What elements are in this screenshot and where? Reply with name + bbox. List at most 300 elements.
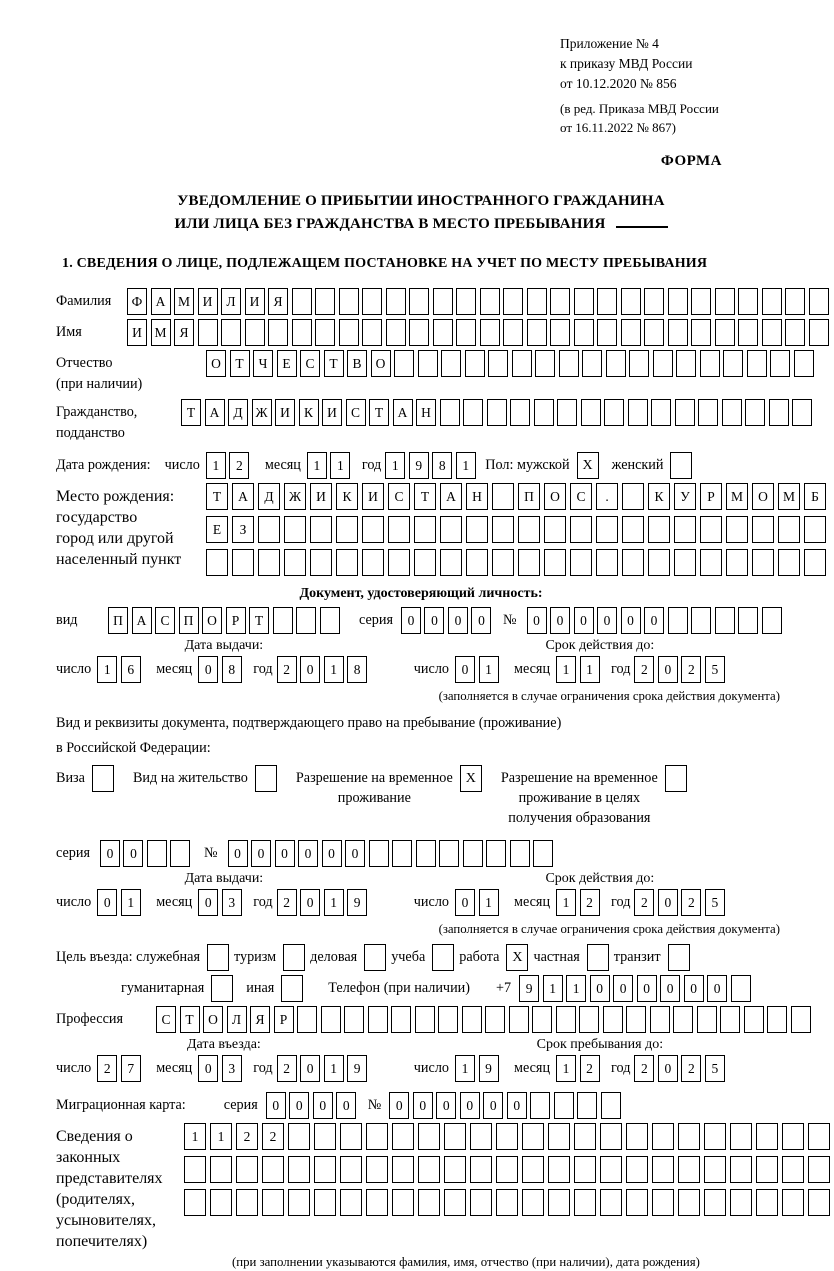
char-box[interactable]: Ф [127, 288, 147, 315]
char-box[interactable] [808, 1156, 830, 1183]
char-box[interactable] [232, 549, 254, 576]
char-box[interactable] [785, 288, 805, 315]
char-box[interactable]: А [232, 483, 254, 510]
temp-residence-edu-checkbox[interactable] [665, 765, 687, 792]
char-box[interactable] [622, 516, 644, 543]
char-box[interactable] [527, 319, 547, 346]
char-box[interactable] [644, 288, 664, 315]
char-box[interactable]: 1 [324, 889, 344, 916]
char-box[interactable]: 0 [275, 840, 295, 867]
char-box[interactable]: Ж [284, 483, 306, 510]
char-box[interactable] [782, 1123, 804, 1150]
char-box[interactable] [386, 288, 406, 315]
char-box[interactable] [485, 1006, 505, 1033]
purpose-work-checkbox[interactable]: X [506, 944, 528, 971]
char-box[interactable] [262, 1189, 284, 1216]
char-box[interactable] [386, 319, 406, 346]
char-box[interactable]: 0 [336, 1092, 356, 1119]
char-box[interactable] [315, 288, 335, 315]
char-box[interactable]: Р [226, 607, 246, 634]
char-box[interactable] [532, 1006, 552, 1033]
char-box[interactable] [596, 516, 618, 543]
char-box[interactable] [600, 1123, 622, 1150]
char-box[interactable]: 0 [345, 840, 365, 867]
char-box[interactable] [704, 1156, 726, 1183]
char-box[interactable] [691, 288, 711, 315]
char-box[interactable]: 0 [298, 840, 318, 867]
char-box[interactable] [574, 1156, 596, 1183]
char-box[interactable] [366, 1189, 388, 1216]
char-box[interactable] [456, 288, 476, 315]
char-box[interactable] [462, 1006, 482, 1033]
char-box[interactable] [221, 319, 241, 346]
char-box[interactable] [691, 319, 711, 346]
char-box[interactable] [804, 549, 826, 576]
char-box[interactable]: 3 [222, 1055, 242, 1082]
purpose-private-checkbox[interactable] [587, 944, 609, 971]
char-box[interactable]: 0 [574, 607, 594, 634]
char-box[interactable]: 0 [123, 840, 143, 867]
char-box[interactable] [288, 1156, 310, 1183]
char-box[interactable]: П [518, 483, 540, 510]
char-box[interactable] [366, 1123, 388, 1150]
char-box[interactable]: И [322, 399, 342, 426]
char-box[interactable] [210, 1189, 232, 1216]
char-box[interactable] [339, 319, 359, 346]
char-box[interactable]: 0 [300, 656, 320, 683]
char-box[interactable] [415, 1006, 435, 1033]
char-box[interactable]: 1 [330, 452, 350, 479]
char-box[interactable] [518, 516, 540, 543]
char-box[interactable] [512, 350, 532, 377]
char-box[interactable] [492, 516, 514, 543]
char-box[interactable]: 0 [471, 607, 491, 634]
char-box[interactable]: А [132, 607, 152, 634]
char-box[interactable]: А [440, 483, 462, 510]
char-box[interactable] [756, 1156, 778, 1183]
char-box[interactable] [698, 399, 718, 426]
char-box[interactable]: 5 [705, 1055, 725, 1082]
char-box[interactable]: 1 [556, 889, 576, 916]
char-box[interactable] [652, 1156, 674, 1183]
char-box[interactable]: Я [174, 319, 194, 346]
char-box[interactable]: 0 [658, 889, 678, 916]
char-box[interactable] [550, 288, 570, 315]
char-box[interactable] [444, 1123, 466, 1150]
char-box[interactable]: Т [180, 1006, 200, 1033]
char-box[interactable] [738, 319, 758, 346]
char-box[interactable]: 0 [424, 607, 444, 634]
char-box[interactable] [369, 840, 389, 867]
char-box[interactable] [574, 319, 594, 346]
char-box[interactable]: И [275, 399, 295, 426]
char-box[interactable]: 0 [483, 1092, 503, 1119]
char-box[interactable] [534, 399, 554, 426]
char-box[interactable]: 0 [413, 1092, 433, 1119]
char-box[interactable] [738, 288, 758, 315]
char-box[interactable] [170, 840, 190, 867]
char-box[interactable]: 0 [658, 656, 678, 683]
char-box[interactable] [730, 1156, 752, 1183]
char-box[interactable] [782, 1189, 804, 1216]
char-box[interactable] [762, 288, 782, 315]
char-box[interactable] [530, 1092, 550, 1119]
char-box[interactable]: 0 [455, 889, 475, 916]
char-box[interactable] [444, 1189, 466, 1216]
char-box[interactable]: П [108, 607, 128, 634]
char-box[interactable] [778, 516, 800, 543]
char-box[interactable]: М [726, 483, 748, 510]
char-box[interactable] [522, 1123, 544, 1150]
char-box[interactable] [366, 1156, 388, 1183]
char-box[interactable] [628, 399, 648, 426]
char-box[interactable] [533, 840, 553, 867]
char-box[interactable]: 1 [184, 1123, 206, 1150]
char-box[interactable] [273, 607, 293, 634]
char-box[interactable] [597, 319, 617, 346]
char-box[interactable] [752, 549, 774, 576]
char-box[interactable] [466, 516, 488, 543]
char-box[interactable] [596, 549, 618, 576]
char-box[interactable] [648, 516, 670, 543]
char-box[interactable] [674, 549, 696, 576]
char-box[interactable] [321, 1006, 341, 1033]
char-box[interactable]: В [347, 350, 367, 377]
char-box[interactable]: 0 [300, 1055, 320, 1082]
char-box[interactable] [503, 288, 523, 315]
char-box[interactable] [480, 288, 500, 315]
char-box[interactable] [785, 319, 805, 346]
char-box[interactable] [258, 549, 280, 576]
char-box[interactable] [809, 288, 829, 315]
char-box[interactable]: А [151, 288, 171, 315]
char-box[interactable] [184, 1189, 206, 1216]
char-box[interactable] [492, 483, 514, 510]
char-box[interactable]: И [245, 288, 265, 315]
purpose-study-checkbox[interactable] [432, 944, 454, 971]
char-box[interactable] [762, 319, 782, 346]
char-box[interactable]: 0 [100, 840, 120, 867]
char-box[interactable] [597, 288, 617, 315]
char-box[interactable] [675, 399, 695, 426]
char-box[interactable] [700, 516, 722, 543]
char-box[interactable] [756, 1189, 778, 1216]
char-box[interactable] [440, 549, 462, 576]
char-box[interactable]: 1 [210, 1123, 232, 1150]
char-box[interactable]: . [596, 483, 618, 510]
char-box[interactable]: 0 [448, 607, 468, 634]
char-box[interactable] [340, 1156, 362, 1183]
char-box[interactable] [738, 607, 758, 634]
char-box[interactable]: Т [181, 399, 201, 426]
char-box[interactable] [782, 1156, 804, 1183]
char-box[interactable] [756, 1123, 778, 1150]
char-box[interactable]: Ж [252, 399, 272, 426]
char-box[interactable]: Е [277, 350, 297, 377]
char-box[interactable] [297, 1006, 317, 1033]
char-box[interactable]: 1 [324, 656, 344, 683]
char-box[interactable]: 1 [307, 452, 327, 479]
char-box[interactable]: И [362, 483, 384, 510]
char-box[interactable] [730, 1123, 752, 1150]
char-box[interactable] [470, 1189, 492, 1216]
char-box[interactable]: Н [416, 399, 436, 426]
char-box[interactable] [292, 288, 312, 315]
char-box[interactable] [673, 1006, 693, 1033]
char-box[interactable] [715, 288, 735, 315]
char-box[interactable]: 2 [236, 1123, 258, 1150]
char-box[interactable]: 1 [479, 656, 499, 683]
char-box[interactable]: 0 [707, 975, 727, 1002]
char-box[interactable]: 0 [322, 840, 342, 867]
char-box[interactable] [574, 288, 594, 315]
char-box[interactable] [629, 350, 649, 377]
char-box[interactable]: 2 [262, 1123, 284, 1150]
char-box[interactable]: 0 [228, 840, 248, 867]
char-box[interactable] [691, 607, 711, 634]
char-box[interactable] [418, 1189, 440, 1216]
char-box[interactable]: О [203, 1006, 223, 1033]
char-box[interactable] [336, 549, 358, 576]
char-box[interactable]: 8 [347, 656, 367, 683]
char-box[interactable]: 0 [198, 1055, 218, 1082]
char-box[interactable]: Л [227, 1006, 247, 1033]
char-box[interactable] [556, 1006, 576, 1033]
char-box[interactable] [518, 549, 540, 576]
char-box[interactable]: С [346, 399, 366, 426]
char-box[interactable]: 0 [401, 607, 421, 634]
char-box[interactable] [570, 516, 592, 543]
char-box[interactable] [603, 1006, 623, 1033]
char-box[interactable]: Я [250, 1006, 270, 1033]
char-box[interactable] [296, 607, 316, 634]
char-box[interactable]: 0 [300, 889, 320, 916]
char-box[interactable] [715, 319, 735, 346]
char-box[interactable]: С [388, 483, 410, 510]
char-box[interactable] [488, 350, 508, 377]
char-box[interactable] [676, 350, 696, 377]
char-box[interactable]: Т [249, 607, 269, 634]
char-box[interactable] [678, 1156, 700, 1183]
purpose-official-checkbox[interactable] [207, 944, 229, 971]
char-box[interactable] [284, 549, 306, 576]
char-box[interactable]: И [198, 288, 218, 315]
char-box[interactable] [730, 1189, 752, 1216]
char-box[interactable]: 2 [277, 656, 297, 683]
char-box[interactable]: И [127, 319, 147, 346]
char-box[interactable]: 0 [313, 1092, 333, 1119]
char-box[interactable]: 3 [222, 889, 242, 916]
char-box[interactable]: 0 [289, 1092, 309, 1119]
char-box[interactable] [644, 319, 664, 346]
char-box[interactable]: 0 [198, 656, 218, 683]
char-box[interactable] [668, 607, 688, 634]
char-box[interactable] [715, 607, 735, 634]
char-box[interactable] [409, 319, 429, 346]
purpose-transit-checkbox[interactable] [668, 944, 690, 971]
char-box[interactable] [678, 1189, 700, 1216]
char-box[interactable] [388, 516, 410, 543]
char-box[interactable]: 0 [436, 1092, 456, 1119]
char-box[interactable] [503, 319, 523, 346]
char-box[interactable] [697, 1006, 717, 1033]
char-box[interactable]: 2 [229, 452, 249, 479]
char-box[interactable]: П [179, 607, 199, 634]
char-box[interactable] [794, 350, 814, 377]
char-box[interactable] [600, 1189, 622, 1216]
char-box[interactable]: 0 [251, 840, 271, 867]
char-box[interactable] [704, 1189, 726, 1216]
char-box[interactable] [340, 1189, 362, 1216]
char-box[interactable] [284, 516, 306, 543]
char-box[interactable] [535, 350, 555, 377]
char-box[interactable] [527, 288, 547, 315]
char-box[interactable] [470, 1156, 492, 1183]
char-box[interactable] [700, 549, 722, 576]
char-box[interactable]: 8 [222, 656, 242, 683]
char-box[interactable] [722, 399, 742, 426]
purpose-tourism-checkbox[interactable] [283, 944, 305, 971]
char-box[interactable] [418, 1156, 440, 1183]
char-box[interactable]: 1 [479, 889, 499, 916]
char-box[interactable]: 0 [97, 889, 117, 916]
char-box[interactable]: 0 [660, 975, 680, 1002]
char-box[interactable] [362, 549, 384, 576]
char-box[interactable] [622, 549, 644, 576]
char-box[interactable]: 2 [634, 656, 654, 683]
char-box[interactable] [440, 399, 460, 426]
sex-male-checkbox[interactable]: X [577, 452, 599, 479]
char-box[interactable]: 1 [324, 1055, 344, 1082]
char-box[interactable] [439, 840, 459, 867]
char-box[interactable] [626, 1123, 648, 1150]
visa-checkbox[interactable] [92, 765, 114, 792]
char-box[interactable]: 1 [580, 656, 600, 683]
char-box[interactable]: 0 [198, 889, 218, 916]
char-box[interactable]: 2 [681, 1055, 701, 1082]
char-box[interactable] [650, 1006, 670, 1033]
char-box[interactable] [362, 288, 382, 315]
char-box[interactable] [577, 1092, 597, 1119]
char-box[interactable] [206, 549, 228, 576]
char-box[interactable]: С [155, 607, 175, 634]
char-box[interactable]: 2 [580, 1055, 600, 1082]
char-box[interactable] [480, 319, 500, 346]
char-box[interactable]: Е [206, 516, 228, 543]
char-box[interactable]: О [544, 483, 566, 510]
char-box[interactable] [653, 350, 673, 377]
char-box[interactable]: 2 [634, 1055, 654, 1082]
char-box[interactable]: 1 [206, 452, 226, 479]
char-box[interactable]: 9 [479, 1055, 499, 1082]
char-box[interactable]: 1 [543, 975, 563, 1002]
char-box[interactable] [463, 399, 483, 426]
char-box[interactable] [310, 549, 332, 576]
char-box[interactable]: 0 [507, 1092, 527, 1119]
char-box[interactable] [778, 549, 800, 576]
char-box[interactable] [315, 319, 335, 346]
char-box[interactable]: О [206, 350, 226, 377]
char-box[interactable]: 0 [613, 975, 633, 1002]
char-box[interactable] [522, 1189, 544, 1216]
char-box[interactable] [668, 319, 688, 346]
char-box[interactable] [745, 399, 765, 426]
char-box[interactable] [314, 1189, 336, 1216]
char-box[interactable] [314, 1123, 336, 1150]
char-box[interactable] [704, 1123, 726, 1150]
char-box[interactable] [606, 350, 626, 377]
char-box[interactable]: 0 [389, 1092, 409, 1119]
char-box[interactable] [559, 350, 579, 377]
char-box[interactable]: С [300, 350, 320, 377]
char-box[interactable]: Б [804, 483, 826, 510]
char-box[interactable] [288, 1189, 310, 1216]
char-box[interactable] [604, 399, 624, 426]
char-box[interactable]: 8 [432, 452, 452, 479]
char-box[interactable] [210, 1156, 232, 1183]
char-box[interactable]: А [393, 399, 413, 426]
char-box[interactable] [262, 1156, 284, 1183]
char-box[interactable] [762, 607, 782, 634]
char-box[interactable] [320, 607, 340, 634]
char-box[interactable] [621, 319, 641, 346]
char-box[interactable] [414, 549, 436, 576]
char-box[interactable] [418, 350, 438, 377]
char-box[interactable] [496, 1156, 518, 1183]
char-box[interactable] [509, 1006, 529, 1033]
char-box[interactable]: Т [230, 350, 250, 377]
char-box[interactable] [198, 319, 218, 346]
char-box[interactable] [804, 516, 826, 543]
char-box[interactable]: 0 [460, 1092, 480, 1119]
char-box[interactable]: 1 [566, 975, 586, 1002]
char-box[interactable] [418, 1123, 440, 1150]
char-box[interactable]: 2 [634, 889, 654, 916]
char-box[interactable] [465, 350, 485, 377]
char-box[interactable]: 5 [705, 656, 725, 683]
char-box[interactable] [292, 319, 312, 346]
char-box[interactable] [236, 1156, 258, 1183]
char-box[interactable] [487, 399, 507, 426]
char-box[interactable]: 9 [347, 1055, 367, 1082]
char-box[interactable] [268, 319, 288, 346]
char-box[interactable] [726, 516, 748, 543]
char-box[interactable]: 0 [684, 975, 704, 1002]
char-box[interactable] [651, 399, 671, 426]
char-box[interactable] [433, 288, 453, 315]
char-box[interactable] [470, 1123, 492, 1150]
residence-permit-checkbox[interactable] [255, 765, 277, 792]
char-box[interactable] [236, 1189, 258, 1216]
char-box[interactable]: 0 [597, 607, 617, 634]
char-box[interactable] [492, 549, 514, 576]
char-box[interactable] [808, 1189, 830, 1216]
char-box[interactable]: 0 [455, 656, 475, 683]
char-box[interactable] [678, 1123, 700, 1150]
char-box[interactable]: Н [466, 483, 488, 510]
char-box[interactable]: Т [206, 483, 228, 510]
char-box[interactable]: У [674, 483, 696, 510]
char-box[interactable] [362, 319, 382, 346]
char-box[interactable]: 1 [97, 656, 117, 683]
char-box[interactable]: Ч [253, 350, 273, 377]
char-box[interactable] [626, 1189, 648, 1216]
char-box[interactable]: Д [228, 399, 248, 426]
char-box[interactable] [548, 1189, 570, 1216]
char-box[interactable]: М [778, 483, 800, 510]
purpose-business-checkbox[interactable] [364, 944, 386, 971]
char-box[interactable] [362, 516, 384, 543]
